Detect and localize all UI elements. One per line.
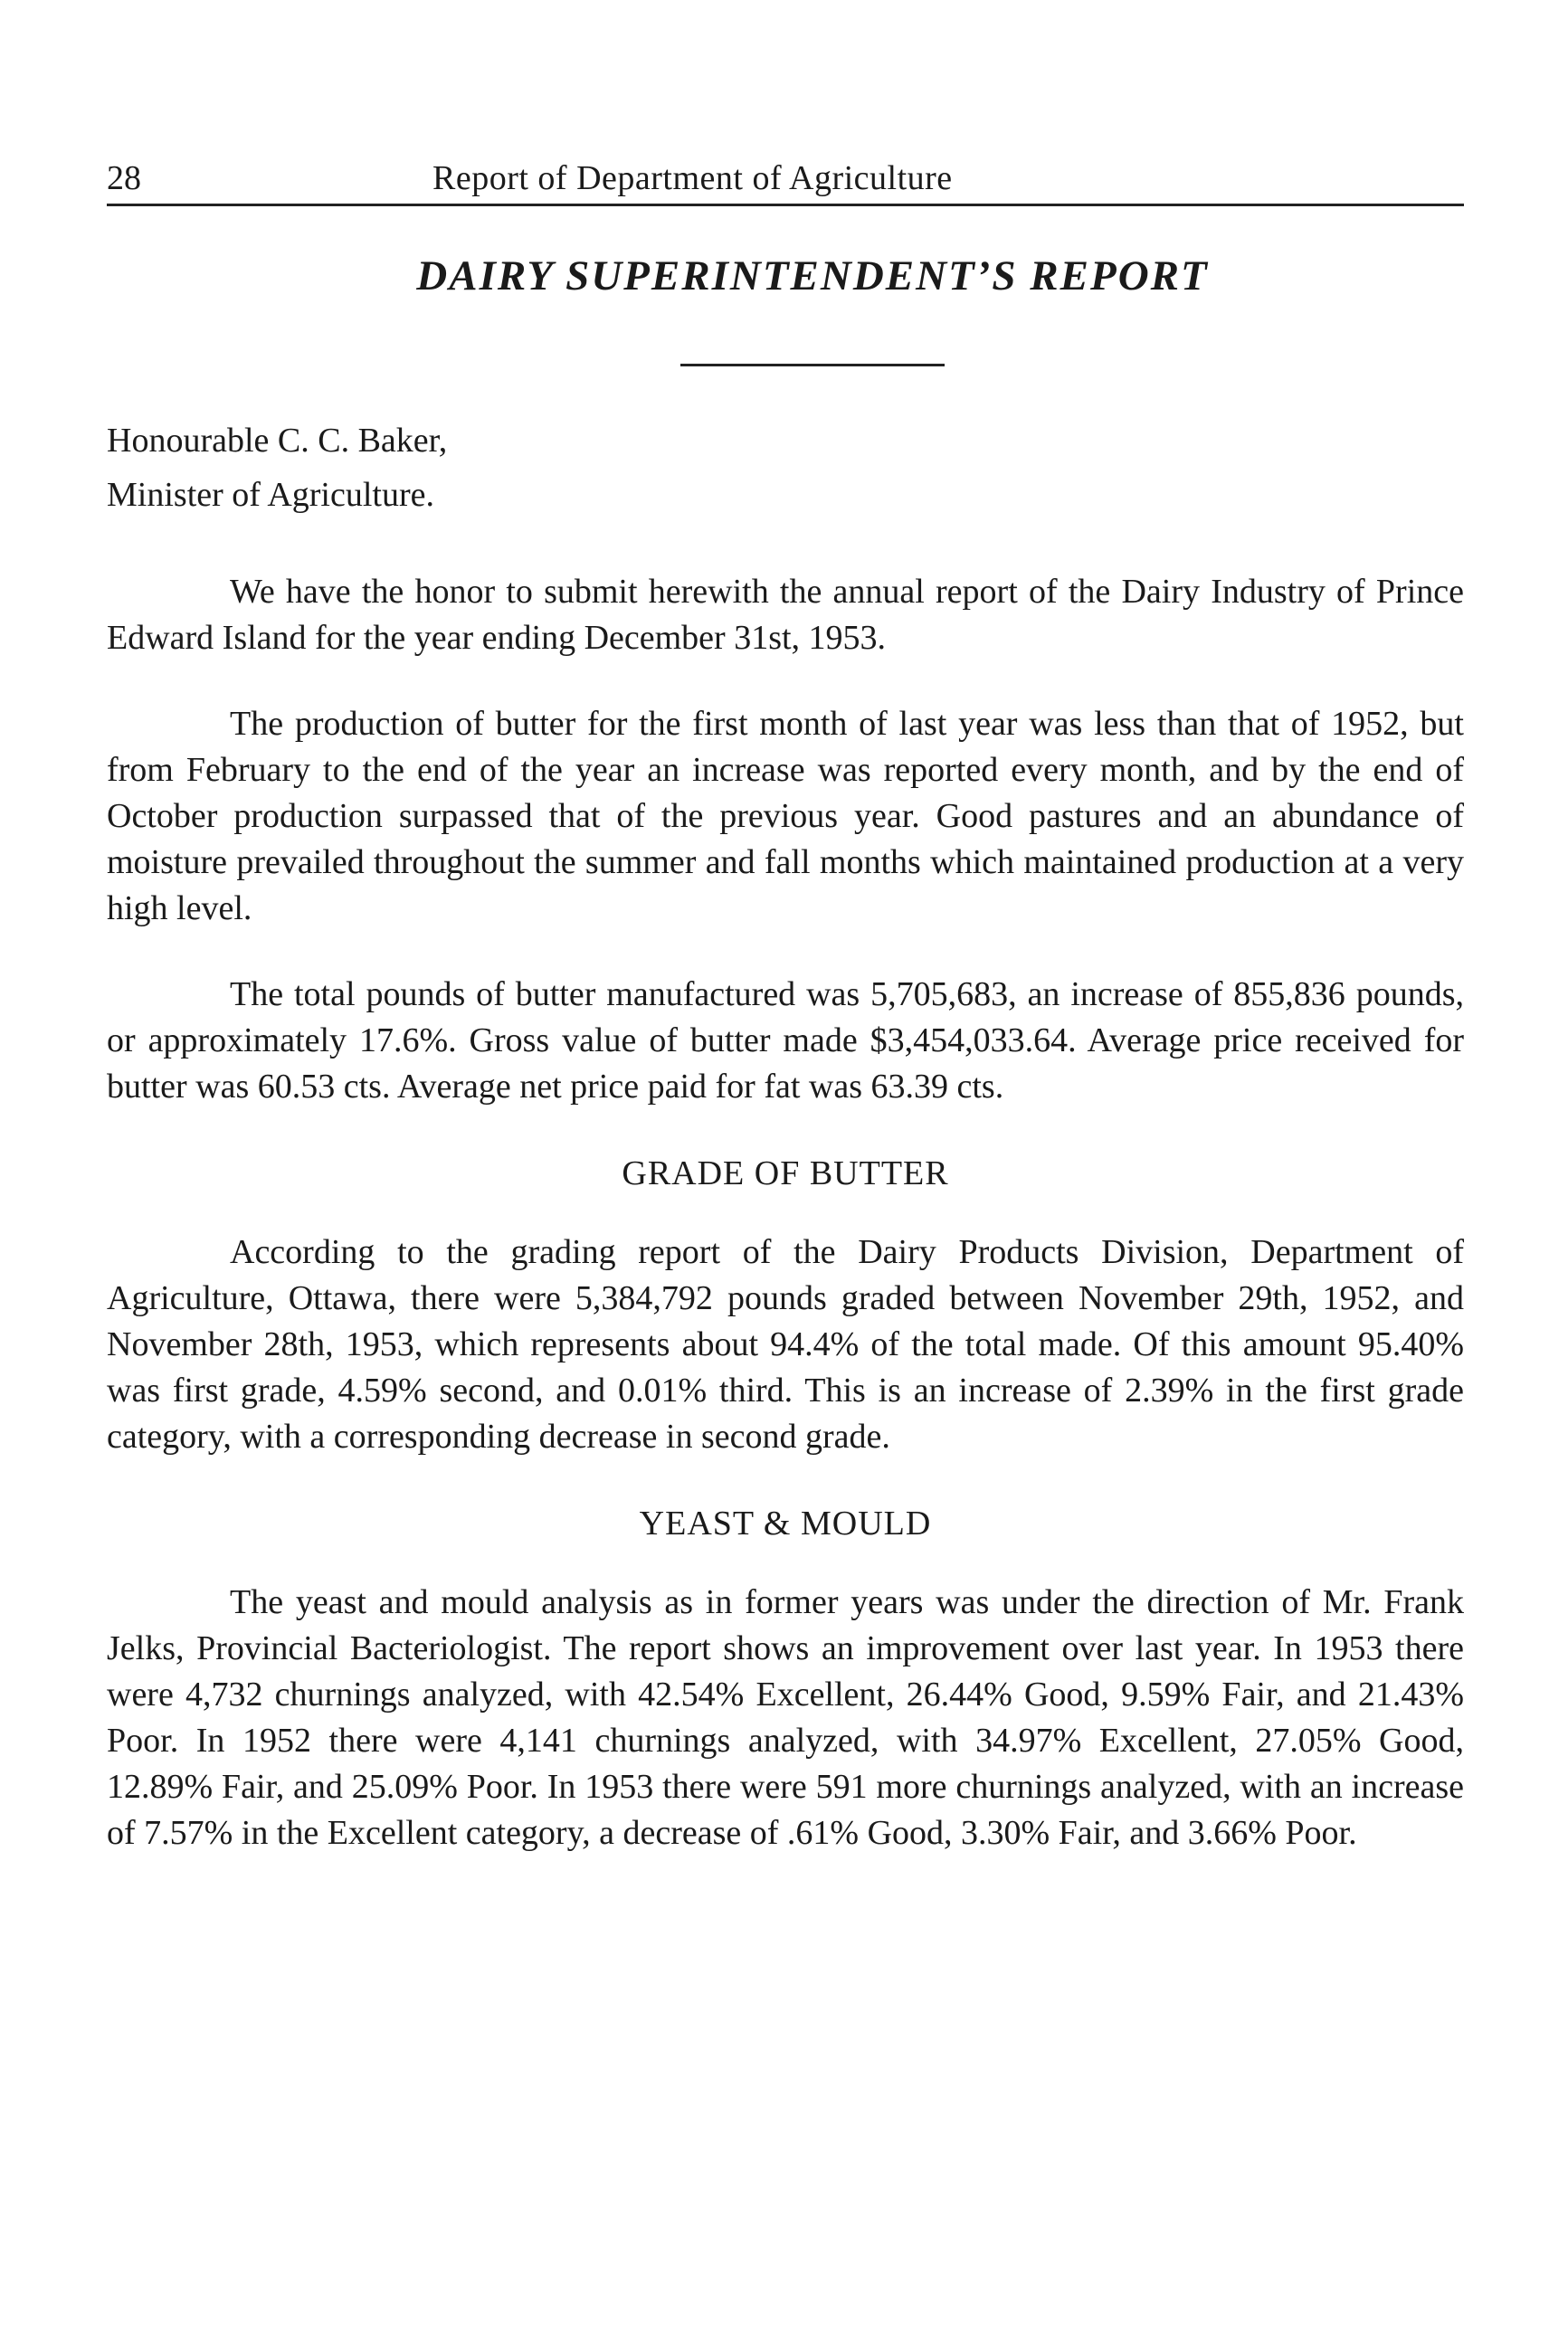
running-header [107,149,1464,206]
addressee-title: Minister of Agriculture. [107,476,434,514]
report-title: DAIRY SUPERINTENDENT’S REPORT [416,252,1209,299]
document-page [107,149,1464,1856]
yeast-paragraph: The yeast and mould analysis as in former years was under the direction of Mr. Frank Jelks, Provincial Bacteriologist. The report shows an improvement over last year. In 1953 there were 4,732 churnings analyzed, with 42.54% Excellent, 26.44% Good, 9.59% Fair, and 21.43% Poor. In 1952 there were 4,141 churnings analyzed, with 34.97% Excellent, 27.05% Good, 12.89% Fair, and 25.09% Poor. In 1953 there were 591 more churnings analyzed, with an increase of 7.57% in the Excellent category, a decrease of .61% Good, 3.30% Fair, and 3.66% Poor. [107,1583,1464,1852]
yeast-heading: YEAST & MOULD [639,1505,932,1543]
totals-paragraph: The total pounds of butter manufactured was 5,705,683, an increase of 855,836 pounds, or approximately 17.6%. Gross value of butter made $3,454,033.64. Average price received for butter was 60.53 cts. Average net price paid for fat was 63.39 cts. [107,975,1464,1106]
addressee-block [107,413,1464,522]
grade-heading: GRADE OF BUTTER [622,1154,949,1192]
addressee-name: Honourable C. C. Baker, [107,422,448,460]
production-paragraph: The production of butter for the first month of last year was less than that of 1952, but from February to the end of the year an increase was reported every month, and by the end of October production surpassed that of the previous year. Good pastures and an abundance of moisture prevailed throughout the summer and fall months which maintained production at a very high level. [107,705,1464,927]
intro-paragraph: We have the honor to submit herewith the annual report of the Dairy Industry of Prince Edward Island for the year ending December 31st, 1953. [107,573,1464,657]
running-title: Report of Department of Agriculture [432,159,953,197]
title-divider [680,364,945,366]
grading-paragraph: According to the grading report of the Dairy Products Division, Department of Agriculture, Ottawa, there were 5,384,792 pounds graded between November 29th, 1952, and November 28th, 1953, which represents about 94.4% of the total made. Of this amount 95.40% was first grade, 4.59% second, and 0.01% third. This is an increase of 2.39% in the first grade category, with a corresponding decrease in second grade. [107,1233,1464,1456]
page-number: 28 [107,159,141,197]
